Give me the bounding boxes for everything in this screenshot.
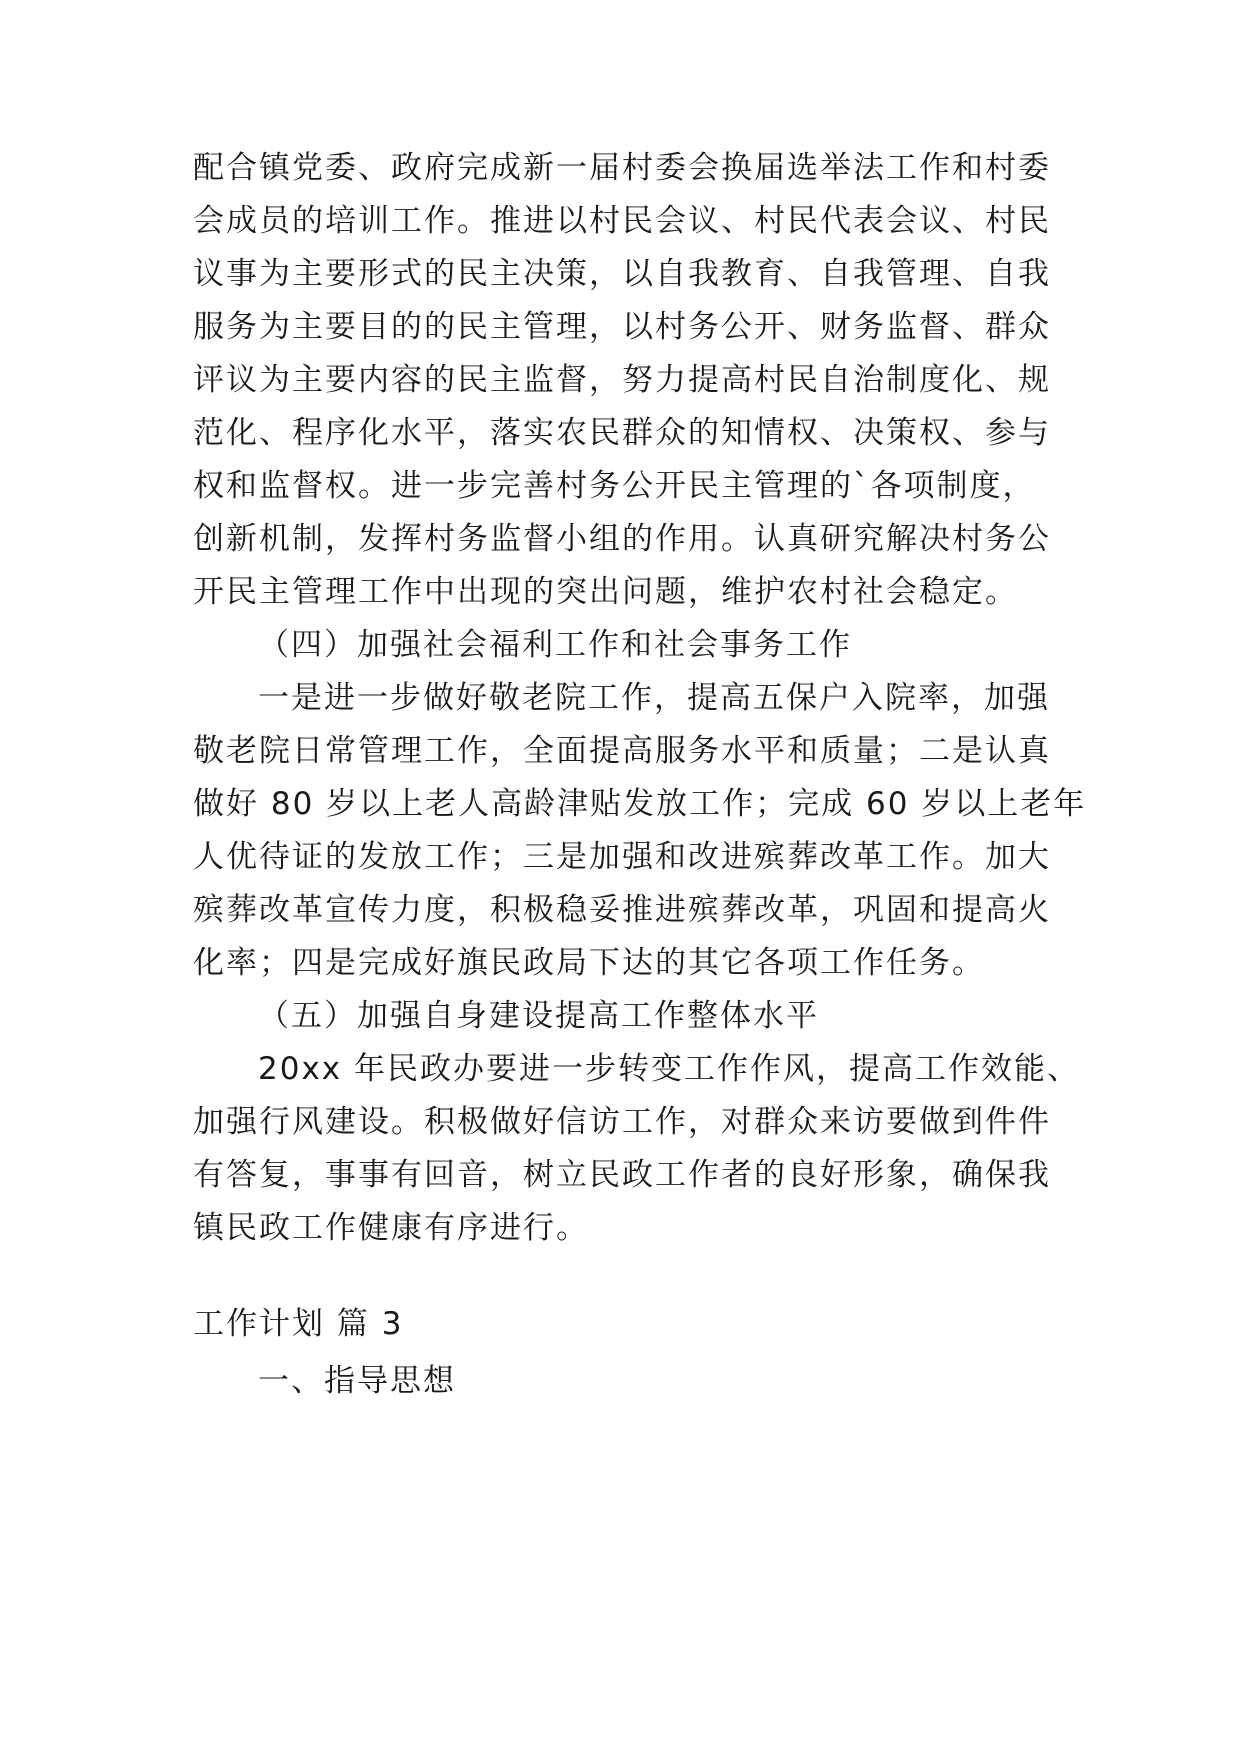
section-heading: （五）加强自身建设提高工作整体水平 (258, 998, 819, 1034)
body-text-line: 有答复，事事有回音，树立民政工作者的良好形象，确保我 (193, 1157, 1051, 1193)
section-heading: 一、指导思想 (258, 1363, 456, 1399)
body-text-line: 敬老院日常管理工作，全面提高服务水平和质量；二是认真 (193, 733, 1051, 769)
body-text-line: 镇民政工作健康有序进行。 (193, 1210, 589, 1246)
section-heading: （四）加强社会福利工作和社会事务工作 (258, 627, 852, 663)
body-text-line: 服务为主要目的的民主管理，以村务公开、财务监督、群众 (193, 309, 1051, 345)
body-text-line: 人优待证的发放工作；三是加强和改进殡葬改革工作。加大 (193, 839, 1051, 875)
plan-title: 工作计划 篇 3 (193, 1306, 404, 1342)
body-text-line: 权和监督权。进一步完善村务公开民主管理的`各项制度， (193, 468, 1036, 504)
body-text-line: 议事为主要形式的民主决策，以自我教育、自我管理、自我 (193, 256, 1051, 292)
body-text-line: 一是进一步做好敬老院工作，提高五保户入院率，加强 (258, 680, 1050, 716)
body-text-line: 加强行风建设。积极做好信访工作，对群众来访要做到件件 (193, 1104, 1051, 1140)
body-text-line: 配合镇党委、政府完成新一届村委会换届选举法工作和村委 (193, 150, 1051, 186)
body-text-line: 开民主管理工作中出现的突出问题，维护农村社会稳定。 (193, 574, 1018, 610)
body-text-line: 化率；四是完成好旗民政局下达的其它各项工作任务。 (193, 945, 985, 981)
body-text-line: 创新机制，发挥村务监督小组的作用。认真研究解决村务公 (193, 521, 1051, 557)
body-text-line: 做好 80 岁以上老人高龄津贴发放工作；完成 60 岁以上老年 (193, 786, 1087, 822)
body-text-line: 评议为主要内容的民主监督，努力提高村民自治制度化、规 (193, 362, 1051, 398)
body-text-line: 会成员的培训工作。推进以村民会议、村民代表会议、村民 (193, 203, 1051, 239)
body-text-line: 20xx 年民政办要进一步转变工作作风，提高工作效能、 (258, 1051, 1080, 1087)
body-text-line: 殡葬改革宣传力度，积极稳妥推进殡葬改革，巩固和提高火 (193, 892, 1051, 928)
body-text-line: 范化、程序化水平，落实农民群众的知情权、决策权、参与 (193, 415, 1051, 451)
